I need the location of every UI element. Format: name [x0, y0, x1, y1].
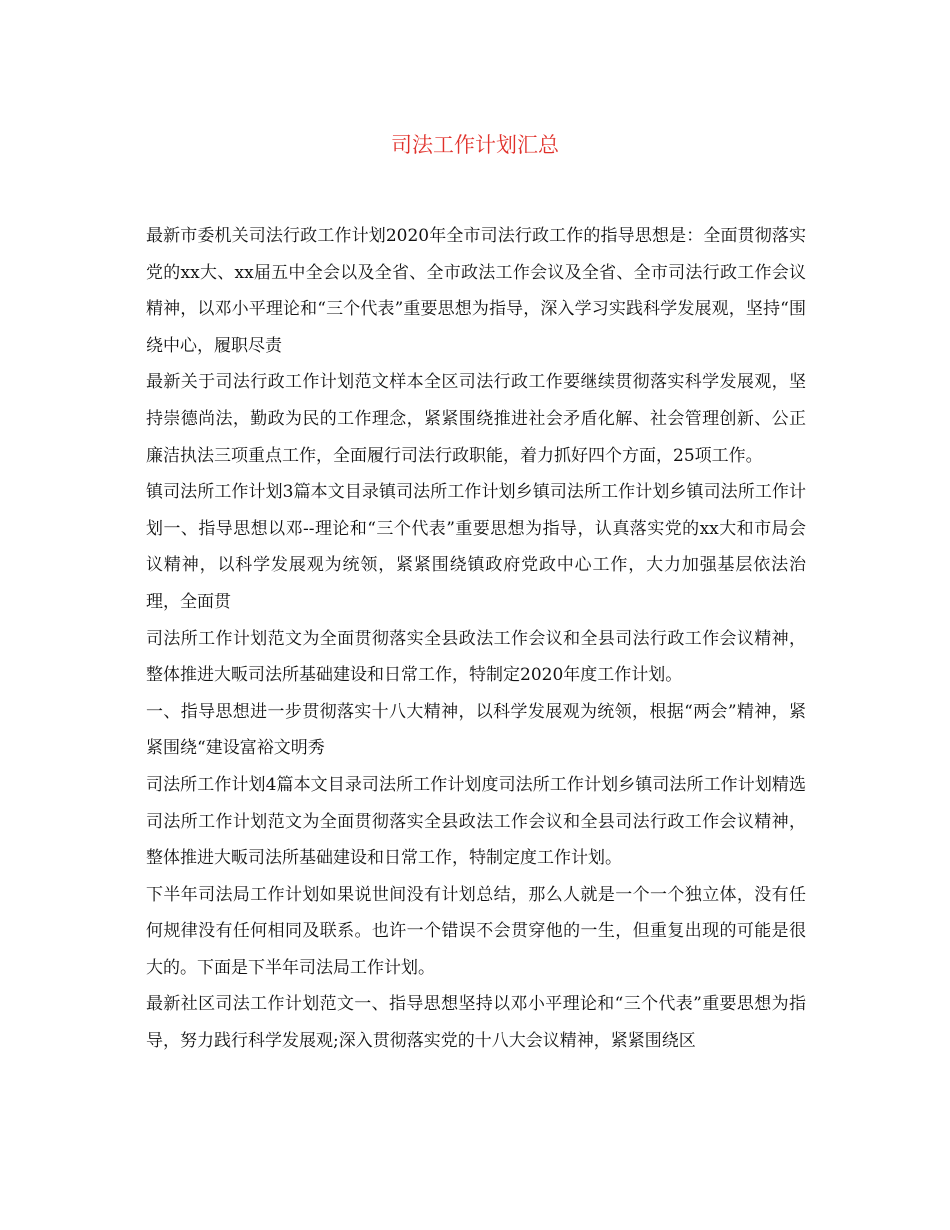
- paragraph-8: 最新社区司法工作计划范文一、指导思想坚持以邓小平理论和“三个代表”重要思想为指导，努力践行科学发展观;深入贯彻落实党的十八大会议精神，紧紧围绕区: [146, 994, 806, 1052]
- paragraph-1: 最新市委机关司法行政工作计划2020年全市司法行政工作的指导思想是：全面贯彻落实党的xx大、xx届五中全会以及全省、全市政法工作会议及全省、全市司法行政工作会议精神，以邓小平理论和“三个代表”重要思想为指导，深入学习实践科学发展观，坚持“围绕中心，履职尽责: [146, 226, 806, 356]
- document-title: 司法工作计划汇总: [391, 133, 559, 157]
- paragraph-2: 最新关于司法行政工作计划范文样本全区司法行政工作要继续贯彻落实科学发展观，坚持崇德尚法，勤政为民的工作理念，紧紧围绕推进社会矛盾化解、社会管理创新、公正廉洁执法三项重点工作，全面履行司法行政职能，着力抓好四个方面，25项工作。: [146, 372, 806, 466]
- paragraph-6: 司法所工作计划4篇本文目录司法所工作计划度司法所工作计划乡镇司法所工作计划精选司法所工作计划范文为全面贯彻落实全县政法工作会议和全县司法行政工作会议精神，整体推进大畈司法所基础建设和日常工作，特制定度工作计划。: [146, 774, 806, 869]
- paragraph-3: 镇司法所工作计划3篇本文目录镇司法所工作计划乡镇司法所工作计划乡镇司法所工作计划一、指导思想以邓--理论和“三个代表”重要思想为指导，认真落实党的xx大和市局会议精神，以科学发展观为统领，紧紧围绕镇政府党政中心工作，大力加强基层依法治理，全面贯: [146, 482, 806, 612]
- paragraph-7: 下半年司法局工作计划如果说世间没有计划总结，那么人就是一个一个独立体，没有任何规律没有任何相同及联系。也许一个错误不会贯穿他的一生，但重复出现的可能是很大的。下面是下半年司法局工作计划。: [146, 884, 806, 978]
- document-body: [146, 218, 806, 1060]
- paragraph-4: 司法所工作计划范文为全面贯彻落实全县政法工作会议和全县司法行政工作会议精神，整体推进大畈司法所基础建设和日常工作，特制定2020年度工作计划。: [146, 628, 806, 686]
- paragraph-5: 一、指导思想进一步贯彻落实十八大精神，以科学发展观为统领，根据“两会”精神，紧紧围绕“建设富裕文明秀: [146, 701, 806, 759]
